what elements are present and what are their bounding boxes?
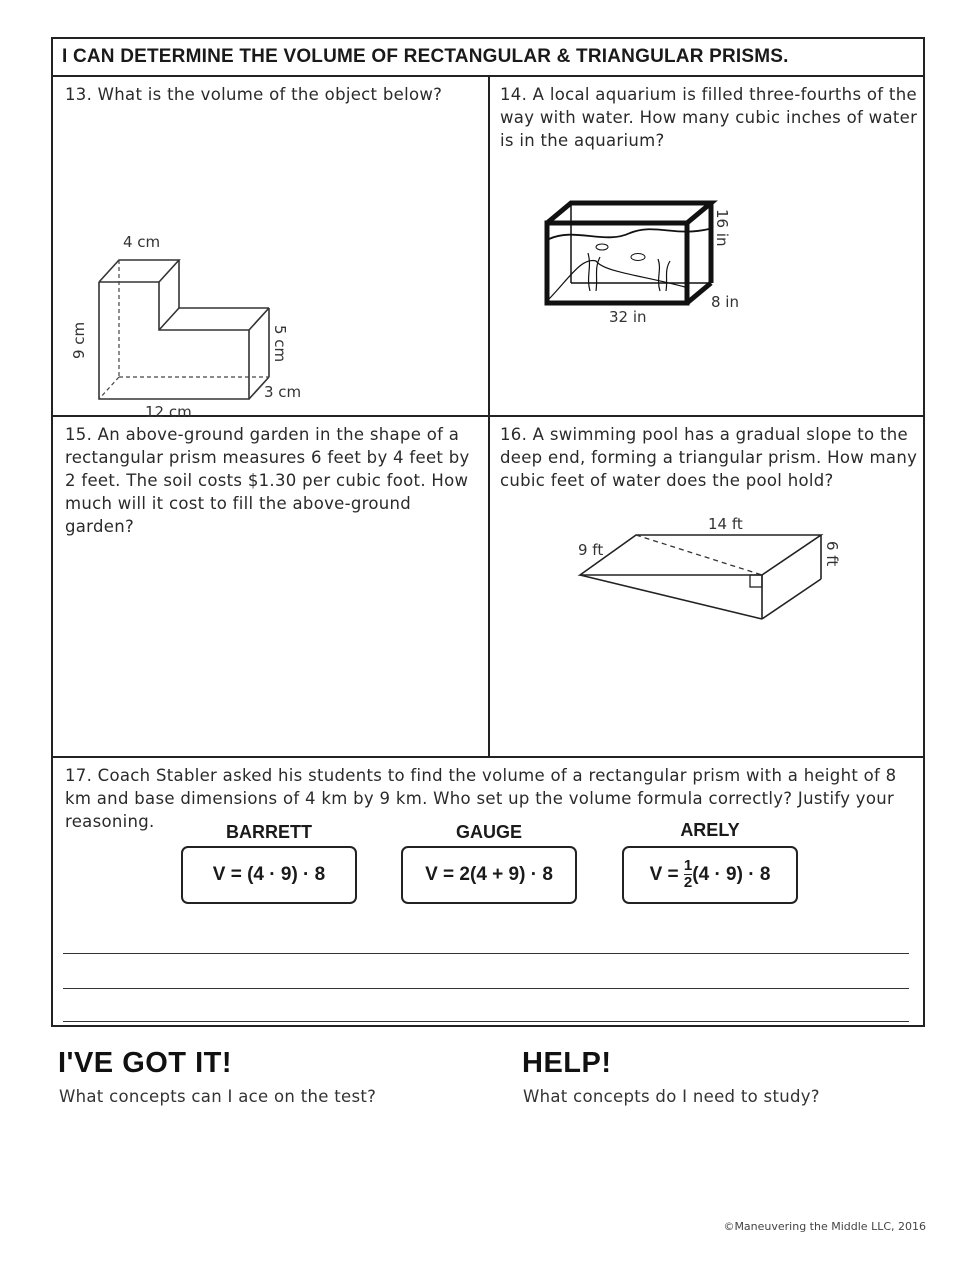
question-14-text: 14. A local aquarium is filled three-fourths of the way with water. How many cubic inches of water is in the aquarium? xyxy=(500,85,918,150)
copyright-footer: ©Maneuvering the Middle LLC, 2016 xyxy=(723,1220,926,1233)
formula-box-arely xyxy=(622,846,798,904)
formula-box-barrett: V = (4 · 9) · 8 xyxy=(181,846,357,904)
label-16in: 16 in xyxy=(713,209,731,247)
learning-target-header: I CAN DETERMINE THE VOLUME OF RECTANGULAR & TRIANGULAR PRISMS. xyxy=(53,39,923,77)
fish-icon xyxy=(596,244,608,250)
aquarium-figure xyxy=(530,187,790,327)
label-14ft: 14 ft xyxy=(708,515,743,533)
question-16-text: 16. A swimming pool has a gradual slope to the deep end, forming a triangular prism. How many cubic feet of water does the pool hold? xyxy=(500,425,918,490)
answer-line-3[interactable] xyxy=(63,1021,909,1022)
label-12cm: 12 cm xyxy=(145,403,192,421)
help-title: HELP! xyxy=(522,1047,612,1079)
answer-line-2[interactable] xyxy=(63,988,909,989)
label-3cm: 3 cm xyxy=(264,383,302,401)
triangular-prism-pool-figure xyxy=(550,505,850,645)
fraction-denominator: 2 xyxy=(683,874,693,892)
question-17-text: 17. Coach Stabler asked his students to find the volume of a rectangular prism with a height of 8 km and base dimensions of 4 km by 9 km. Who set up the volume formula correctly? Justify your reasoning. xyxy=(65,766,897,831)
front-face xyxy=(99,282,249,399)
student-name-arely: ARELY xyxy=(680,820,740,840)
question-17-cell xyxy=(53,758,925,1027)
seaweed-right xyxy=(658,259,670,291)
help-prompt: What concepts do I need to study? xyxy=(523,1087,820,1106)
arely-formula-prefix: V = xyxy=(649,864,684,885)
fish-icon-2 xyxy=(631,254,645,261)
question-14-cell xyxy=(490,77,925,417)
l-shaped-prism-figure xyxy=(53,177,333,421)
arely-formula-suffix: (4 · 9) · 8 xyxy=(692,864,771,885)
seaweed-left xyxy=(588,253,600,291)
label-5cm: 5 cm xyxy=(271,325,289,363)
got-it-prompt: What concepts can I ace on the test? xyxy=(59,1087,377,1106)
question-15-cell xyxy=(53,417,490,758)
question-15-text: 15. An above-ground garden in the shape of a rectangular prism measures 6 feet by 4 feet by 2 feet. The soil costs $1.30 per cubic foot. How much will it cost to fill the above-ground garden? xyxy=(65,425,470,536)
question-13-cell xyxy=(53,77,490,421)
label-4cm: 4 cm xyxy=(123,233,161,251)
one-half-fraction xyxy=(684,858,692,891)
right-angle-marker xyxy=(750,575,762,587)
label-32in: 32 in xyxy=(609,308,647,326)
label-9cm: 9 cm xyxy=(70,321,88,359)
label-8in: 8 in xyxy=(711,293,739,311)
student-name-gauge: GAUGE xyxy=(455,822,522,842)
question-13-text: 13. What is the volume of the object below? xyxy=(65,85,443,104)
label-9ft: 9 ft xyxy=(578,541,604,559)
answer-line-1[interactable] xyxy=(63,953,909,954)
fraction-numerator: 1 xyxy=(683,857,693,875)
question-16-cell xyxy=(490,417,925,758)
worksheet-table xyxy=(51,37,925,1027)
student-name-barrett: BARRETT xyxy=(226,822,312,842)
label-6ft: 6 ft xyxy=(823,541,841,567)
got-it-title: I'VE GOT IT! xyxy=(58,1047,233,1079)
formula-box-gauge: V = 2(4 + 9) · 8 xyxy=(401,846,577,904)
